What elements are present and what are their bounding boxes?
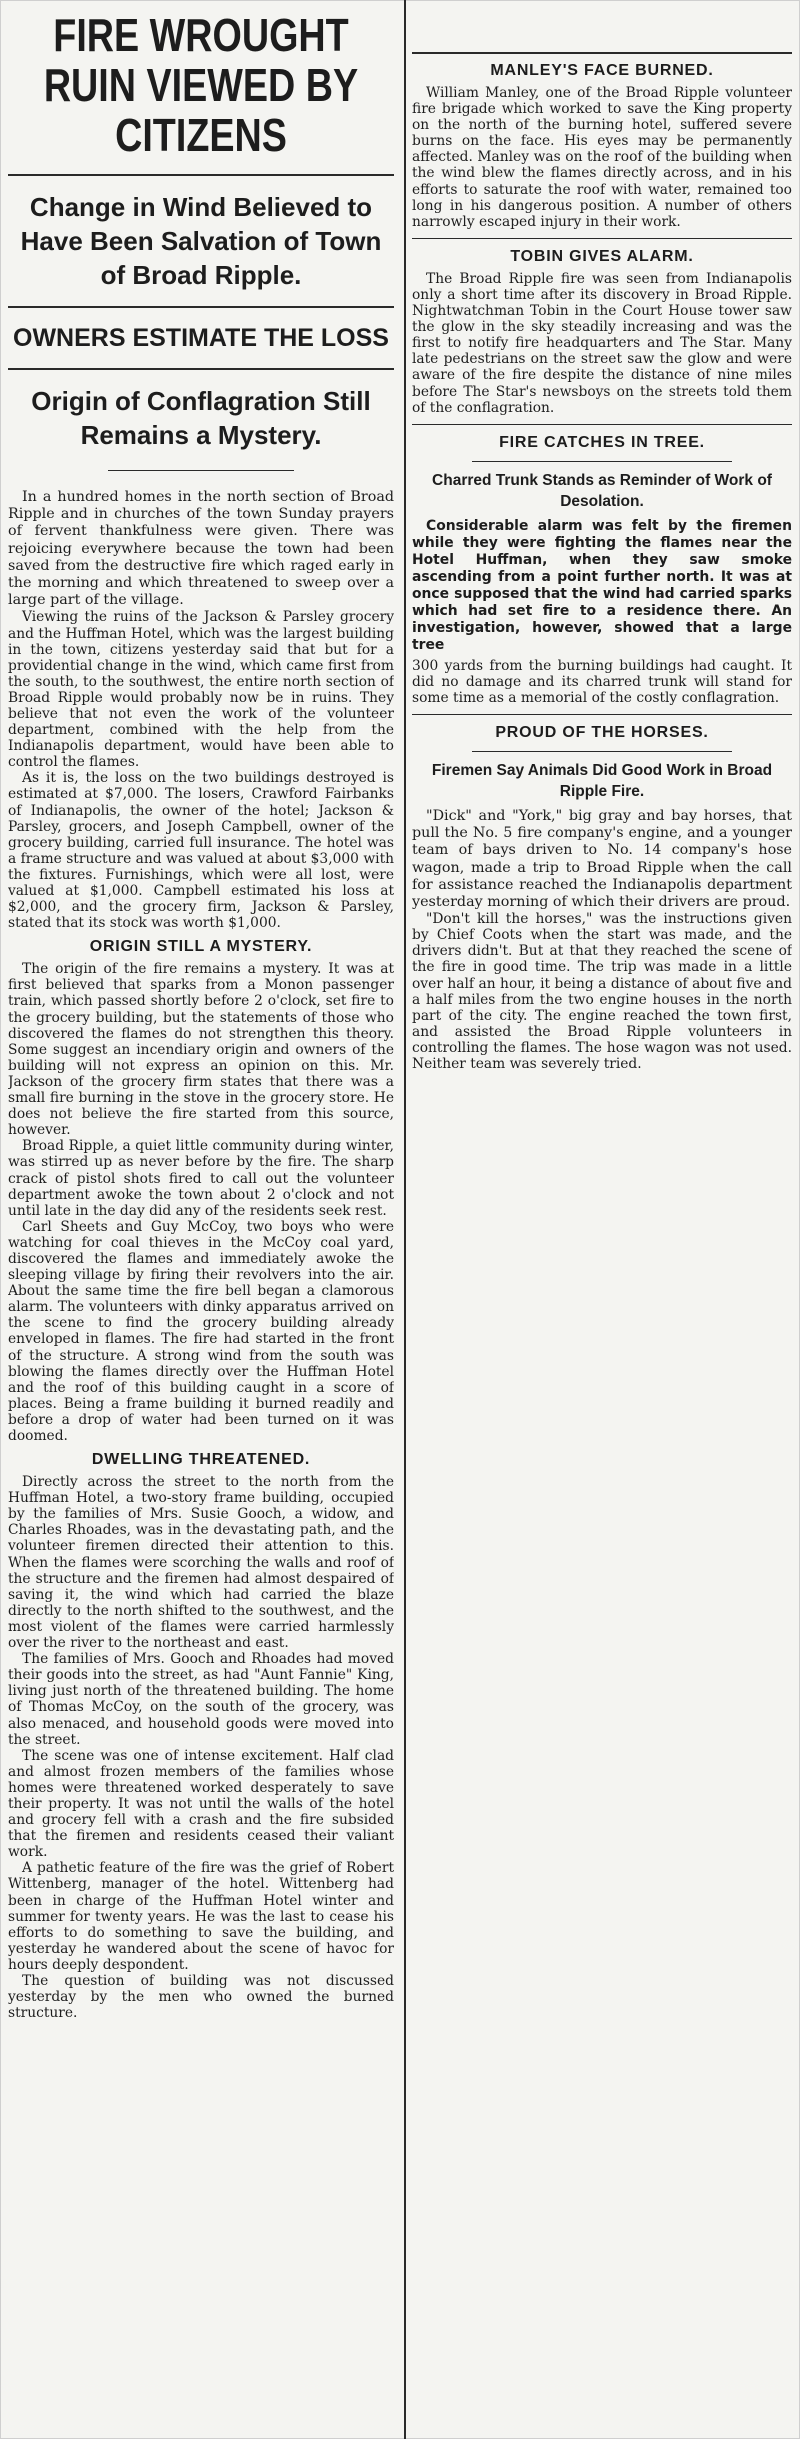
- subhead-fire-catches-in-tree: FIRE CATCHES IN TREE.: [499, 433, 705, 451]
- article-paragraph: The Broad Ripple fire was seen from Indianapolis only a short time after its discovery in Broad Ripple. Nightwatchman Tobin in the Court House tower saw the glow in the sky steadily increasing and was the first to notify fire headquarters and The Star. Many late pedestrians on the street saw the glow and were aware of the fire despite the distance of nine miles before The Star's newsboys on the streets told them of the conflagration.: [412, 270, 792, 416]
- section-rule: [412, 714, 792, 715]
- deck-rule: [8, 368, 394, 370]
- subhead-rule: [472, 461, 732, 462]
- article-paragraph-bold: Considerable alarm was felt by the firemen while they were fighting the flames near the Hotel Huffman, when they saw smoke ascending from a point further north. It was at once supposed that the wind had carried sparks which had set fire to a residence there. An investigation, however, showed that a large tree: [412, 517, 792, 653]
- article-paragraph: 300 yards from the burning buildings had caught. It did no damage and its charred trunk will stand for some time as a memorial of the costly conflagration.: [412, 657, 792, 706]
- main-headline: FIRE WROUGHT RUIN VIEWED BY CITIZENS: [43, 9, 359, 161]
- section-rule: [412, 238, 792, 239]
- deck-change-in-wind: Change in Wind Believed to Have Been Salvation of Town of Broad Ripple.: [20, 192, 382, 290]
- article-paragraph: The families of Mrs. Gooch and Rhoades had moved their goods into the street, as had "Aunt Fannie" King, living just north of the threatened building. The home of Thomas McCoy, on the south of the grocery, was also menaced, and household goods were moved into the street.: [8, 1651, 394, 1748]
- article-paragraph: As it is, the loss on the two buildings destroyed is estimated at $7,000. The losers, Crawford Fairbanks of Indianapolis, the owner of the hotel; Jackson & Parsley, grocers, and Joseph Campbell, owner of the grocery building, carried full insurance. The hotel was a frame structure and was valued at about $3,000 with the fixtures. Furnishings, which were all lost, were valued at $1,000. Campbell estimated his loss at $2,000, and the grocery firm, Jackson & Parsley, stated that its stock was worth $1,000.: [8, 770, 394, 932]
- left-column: [8, 8, 394, 2433]
- article-paragraph: Carl Sheets and Guy McCoy, two boys who were watching for coal thieves in the McCoy coal yard, discovered the flames and immediately awoke the sleeping village by firing their revolvers into the air. About the same time the fire bell began a clamorous alarm. The volunteers with dinky apparatus arrived on the scene to find the grocery building already enveloped in flames. The fire had started in the front of the structure. A strong wind from the south was blowing the flames directly over the Huffman Hotel and the roof of this building caught in a score of places. Being a frame building it burned readily and before a drop of water had been turned on it was doomed.: [8, 1218, 394, 1445]
- subhead-origin-still-a-mystery: ORIGIN STILL A MYSTERY.: [89, 938, 313, 956]
- deck-origin-mystery: Origin of Conflagration Still Remains a Mystery.: [31, 386, 371, 450]
- deck-rule: [8, 174, 394, 176]
- deck-charred-trunk: Charred Trunk Stands as Reminder of Work of Desolation.: [432, 471, 772, 510]
- section-rule: [412, 424, 792, 425]
- deck-rule: [8, 306, 394, 308]
- article-paragraph: The scene was one of intense excitement. Half clad and almost frozen members of the families whose homes were threatened worked desperately to save their property. It was not until the walls of the hotel and grocery fell with a crash and the fire subsided that the firemen and residents ceased their valiant work.: [8, 1747, 394, 1861]
- article-paragraph: In a hundred homes in the north section of Broad Ripple and in churches of the town Sunday prayers of fervent thankfulness were given. There was rejoicing everywhere because the town had been saved from the destructive fire which raged early in the morning and which threatened to sweep over a large part of the village.: [8, 489, 394, 609]
- article-paragraph: The question of building was not discussed yesterday by the men who owned the burned structure.: [8, 1973, 394, 2022]
- subhead-tobin-gives-alarm: TOBIN GIVES ALARM.: [510, 247, 694, 265]
- right-column: [412, 55, 792, 1190]
- subhead-manleys-face-burned: MANLEY'S FACE BURNED.: [490, 62, 714, 79]
- column-rule: [404, 0, 406, 2439]
- deck-rule-short: [108, 470, 294, 471]
- deck-firemen-say-animals: Firemen Say Animals Did Good Work in Broad Ripple Fire.: [431, 761, 773, 800]
- article-paragraph: Directly across the street to the north from the Huffman Hotel, a two-story frame building, occupied by the families of Mrs. Susie Gooch, a widow, and Charles Rhoades, was in the devastating path, and the volunteer firemen directed their attention to this. When the flames were scorching the walls and roof of the structure and the firemen had almost despaired of saving it, the wind which had carried the blaze directly to the north shifted to the southwest, and the most violent of the flames were carried harmlessly over the river to the northeast and east.: [8, 1474, 394, 1652]
- article-paragraph: "Don't kill the horses," was the instructions given by Chief Coots when the start was made, and the drivers didn't. But at that they reached the scene of the fire in good time. The trip was made in a little over half an hour, it being a distance of about five and a half miles from the two engine houses in the north part of the city. The engine reached the town first, and assisted the Broad Ripple volunteers in controlling the flames. The hose wagon was not used. Neither team was severely tried.: [412, 911, 792, 1073]
- right-column-top-rule: [412, 52, 792, 54]
- subhead-rule: [472, 751, 732, 752]
- article-paragraph: "Dick" and "York," big gray and bay horses, that pull the No. 5 fire company's engine, and a younger team of bays driven to No. 14 company's hose wagon, made a trip to Broad Ripple when the call for assistance reached the Indianapolis department yesterday morning of which their drivers are proud.: [412, 807, 792, 910]
- deck-owners-estimate: OWNERS ESTIMATE THE LOSS: [13, 324, 389, 352]
- article-paragraph: William Manley, one of the Broad Ripple volunteer fire brigade which worked to save the King property on the north of the burning hotel, suffered severe burns on the face. His eyes may be permanently affected. Manley was on the roof of the building when the wind blew the flames directly across, and in his efforts to saturate the roof with water, remained too long in his dangerous position. A number of others narrowly escaped injury in their work.: [412, 85, 792, 230]
- subhead-proud-of-the-horses: PROUD OF THE HORSES.: [495, 723, 709, 741]
- article-paragraph: A pathetic feature of the fire was the grief of Robert Wittenberg, manager of the hotel. Wittenberg had been in charge of the Huffman Hotel winter and summer for twenty years. He was the last to cease his efforts to do something to save the building, and yesterday he wandered about the scene of havoc for hours deeply despondent.: [8, 1860, 394, 1973]
- article-paragraph: The origin of the fire remains a mystery. It was at first believed that sparks from a Monon passenger train, which passed shortly before 2 o'clock, set fire to the grocery building, but the statements of those who discovered the flames do not strengthen this theory. Some suggest an incendiary origin and owners of the building will not express an opinion on this. Mr. Jackson of the grocery firm states that there was a small fire burning in the stove in the grocery store. He does not believe the fire started from this source, however.: [8, 961, 394, 1139]
- article-paragraph: Broad Ripple, a quiet little community during winter, was stirred up as never before by the fire. The sharp crack of pistol shots fired to call out the volunteer department awoke the town about 2 o'clock and not until late in the day did any of the residents seek rest.: [8, 1138, 394, 1219]
- article-paragraph: Viewing the ruins of the Jackson & Parsley grocery and the Huffman Hotel, which was the largest building in the town, citizens yesterday said that but for a providential change in the wind, which came first from the south, to the southwest, the entire north section of Broad Ripple would probably now be in ruins. They believe that not even the work of the volunteer department, combined with the help from the Indianapolis department, would have been able to control the flames.: [8, 609, 394, 771]
- subhead-dwelling-threatened: DWELLING THREATENED.: [91, 1451, 311, 1469]
